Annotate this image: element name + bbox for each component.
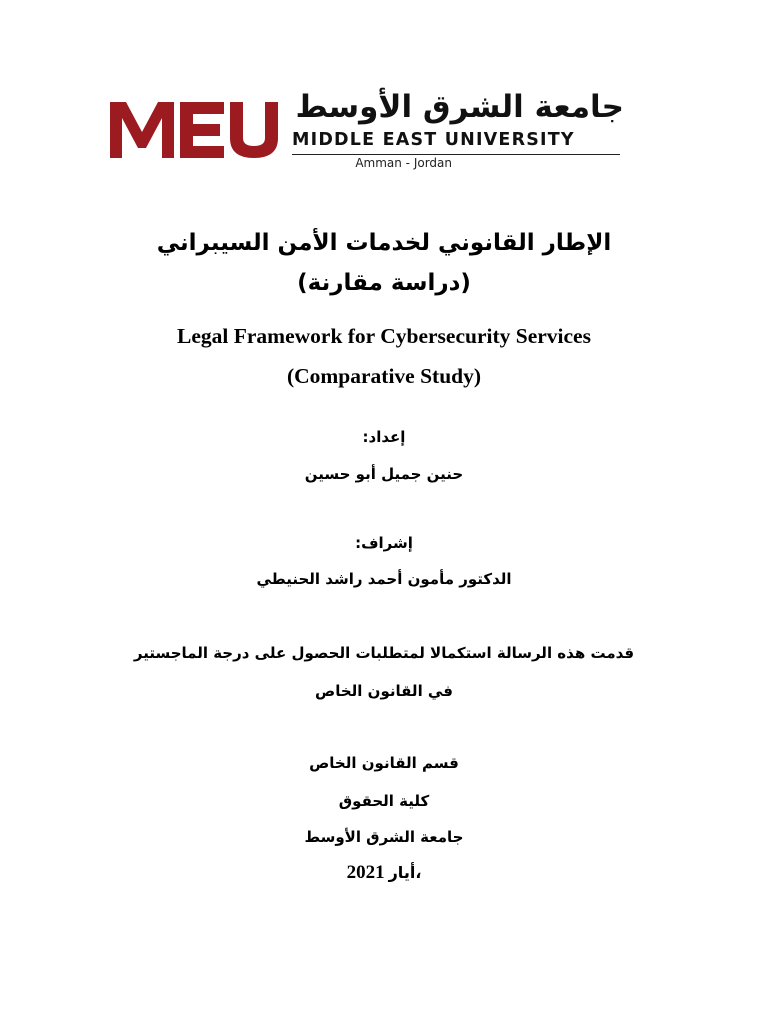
logo-letter-u: [230, 102, 278, 158]
meu-logo-mark: [108, 98, 278, 160]
supervisor-label: إشراف:: [355, 534, 413, 552]
submission-statement: قدمت هذه الرسالة استكمالا لمتطلبات الحصول على درجة الماجستير: [133, 644, 635, 662]
logo-letter-e: [180, 102, 224, 158]
arabic-title: الإطار القانوني لخدمات الأمن السيبراني: [156, 230, 612, 256]
logo-city: Amman - Jordan: [355, 156, 452, 170]
logo-english-name: MIDDLE EAST UNIVERSITY: [292, 130, 575, 150]
department-name: قسم القانون الخاص: [309, 754, 459, 772]
university-name: جامعة الشرق الأوسط: [304, 828, 464, 846]
supervisor-name: الدكتور مأمون أحمد راشد الحنيطي: [256, 570, 512, 588]
english-title: Legal Framework for Cybersecurity Services: [177, 324, 591, 348]
faculty-name: كلية الحقوق: [338, 792, 430, 810]
date-year: 2021: [346, 862, 385, 883]
university-logo: [108, 89, 628, 176]
submission-field: في القانون الخاص: [315, 682, 453, 700]
submission-date: [0, 862, 768, 884]
arabic-subtitle: (دراسة مقارنة): [297, 270, 471, 296]
english-subtitle: (Comparative Study): [286, 364, 482, 388]
date-month: أيار،: [388, 863, 422, 882]
logo-divider: [292, 154, 620, 155]
author-label: إعداد:: [362, 428, 406, 446]
logo-letter-m: [110, 102, 174, 158]
logo-arabic-name: جامعة الشرق الأوسط: [295, 89, 624, 125]
author-name: حنين جميل أبو حسين: [304, 465, 464, 483]
